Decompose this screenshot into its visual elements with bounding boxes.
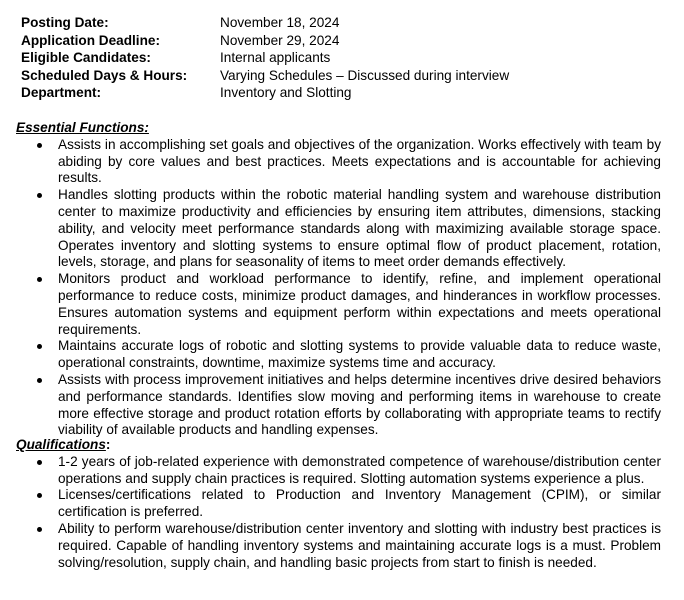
list-item-text: Monitors product and workload performance to identify, refine, and implement operational performance to reduce costs, minimize product damages, and hinderances in workflow processes. Ensures automation systems and equipment perform within expectations and meets operational requirements. [58,271,661,337]
list-item-text: Assists in accomplishing set goals and objectives of the organization. Works effectively with team by abiding by core values and best practices. Meets expectations and is accountable for achieving results. [58,136,661,186]
department-value: Inventory and Slotting [220,85,352,101]
posting-date-value: November 18, 2024 [220,15,340,30]
bullet-icon [37,143,42,148]
posting-date-label: Posting Date: [21,15,109,30]
posting-details [21,14,661,102]
list-item [16,137,661,187]
application-deadline-label: Application Deadline: [21,32,160,48]
bullet-icon [37,193,42,198]
bullet-icon [37,493,42,498]
list-item-text: Handles slotting products within the robotic material handling system and warehouse distribution center to maximize productivity and efficiencies by ensuring item attributes, dimensions, stacking ability, and velocity meet performance standards along with maximizing available storage space. Operates inventory and slotting systems to ensure optimal flow of product placement, rotation, levels, storage, and plans for seasonality of items to meet order demands effectively. [58,187,661,270]
essential-functions-section [16,120,661,439]
essential-functions-list [16,137,661,439]
eligible-candidates-label: Eligible Candidates: [21,50,151,66]
qualifications-section [16,437,661,571]
list-item [16,372,661,439]
bullet-icon [37,460,42,465]
application-deadline-value: November 29, 2024 [220,32,340,48]
bullet-icon [37,378,42,383]
bullet-icon [37,277,42,282]
list-item [16,271,661,338]
application-deadline-row [21,32,661,50]
qualifications-heading-text: Qualifications [16,437,106,452]
scheduled-days-hours-label: Scheduled Days & Hours: [21,67,188,83]
eligible-candidates-value: Internal applicants [220,50,331,66]
list-item [16,521,661,571]
list-item-text: Licenses/certifications related to Production and Inventory Management (CPIM), or similar certification is preferred. [58,487,661,520]
list-item-text: Assists with process improvement initiatives and helps determine incentives drive desired behaviors and performance standards. Identifies slow moving and performing items in warehouse to create more effective storage and product rotation efforts by collaborating with appropriate teams to rectify viability of available products and handling expenses. [58,371,661,438]
list-item [16,454,661,488]
qualifications-list [16,454,661,572]
scheduled-days-hours-value: Varying Schedules – Discussed during interview [220,67,510,83]
essential-functions-heading: Essential Functions: [16,120,149,135]
list-item-text: Ability to perform warehouse/distribution center inventory and slotting with industry best practices is required. Capable of handling inventory systems and maintaining accurate logs is a must. Problem solving/resolution, supply chain, and handling basic projects from start to finish is needed. [58,520,661,570]
qualifications-heading-colon: : [105,437,111,452]
list-item [16,187,661,271]
list-item [16,338,661,372]
department-label: Department: [21,85,102,101]
bullet-icon [37,527,42,532]
list-item-text: 1-2 years of job-related experience with demonstrated competence of warehouse/distribution center operations and supply chain practices is required. Slotting automation systems experience a plus. [58,453,661,486]
scheduled-days-hours-row [21,67,661,85]
list-item-text: Maintains accurate logs of robotic and slotting systems to provide valuable data to reduce waste, operational constraints, downtime, maximize systems time and accuracy. [58,338,661,371]
posting-date-row [21,14,661,32]
department-row [21,84,661,102]
list-item [16,487,661,521]
eligible-candidates-row [21,49,661,67]
bullet-icon [37,344,42,349]
qualifications-heading [16,437,661,454]
